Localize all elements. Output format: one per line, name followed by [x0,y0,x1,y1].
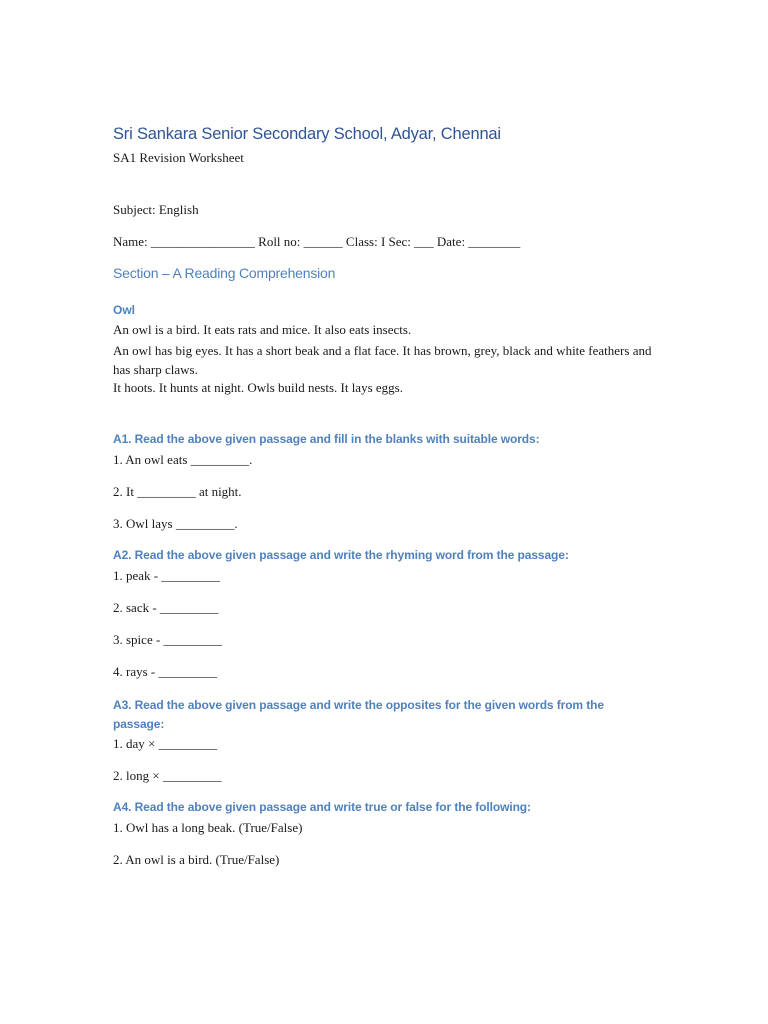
subject-line: Subject: English [113,202,199,217]
question-item: 1. Owl has a long beak. (True/False) [113,820,303,835]
question-item: 2. An owl is a bird. (True/False) [113,852,280,867]
question-item: 2. sack - _________ [113,600,219,615]
question-item: 3. Owl lays _________. [113,516,238,531]
question-heading-a1: A1. Read the above given passage and fill in the blanks with suitable words: [113,432,540,446]
question-item: 1. An owl eats _________. [113,452,253,467]
passage-title: Owl [113,303,136,317]
student-details-line: Name: ________________ Roll no: ______ Class: I Sec: ___ Date: ________ [113,234,521,249]
worksheet-name: SA1 Revision Worksheet [113,150,244,165]
question-item: 2. long × _________ [113,768,222,783]
passage-line: It hoots. It hunts at night. Owls build nests. It lays eggs. [113,380,403,395]
question-item: 4. rays - _________ [113,664,217,679]
question-heading-a3: A3. Read the above given passage and write the opposites for the given words from the passage: [113,698,604,731]
question-heading-a2: A2. Read the above given passage and write the rhyming word from the passage: [113,548,569,562]
question-item: 3. spice - _________ [113,632,223,647]
question-item: 2. It _________ at night. [113,484,242,499]
section-title: Section – A Reading Comprehension [113,265,336,281]
question-heading-a4: A4. Read the above given passage and write true or false for the following: [113,800,531,814]
school-title: Sri Sankara Senior Secondary School, Adyar, Chennai [113,125,501,143]
question-item: 1. day × _________ [113,736,218,751]
passage-line: An owl is a bird. It eats rats and mice. It also eats insects. [113,322,412,337]
question-item: 1. peak - _________ [113,568,220,583]
passage-line: An owl has big eyes. It has a short beak and a flat face. It has brown, grey, black and white feathers and has sharp claws. [113,343,652,377]
